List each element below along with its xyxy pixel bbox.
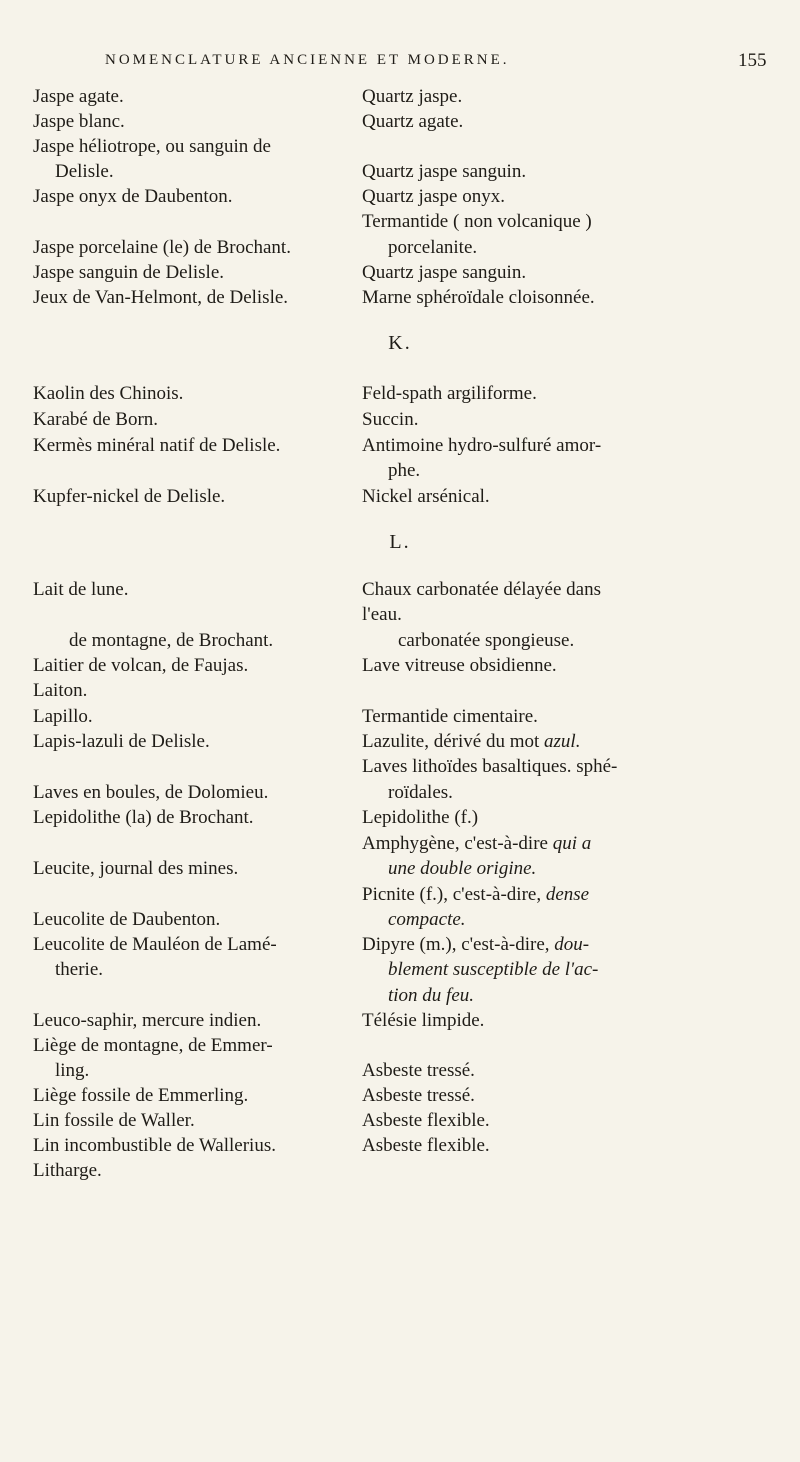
- old-term: Laves en boules, de Dolomieu.: [33, 782, 269, 803]
- modern-term-italic: dense: [545, 884, 590, 905]
- modern-term-italic: dou-: [554, 934, 590, 955]
- modern-term: [362, 858, 800, 879]
- modern-term: [362, 884, 782, 905]
- old-term: Jaspe agate.: [33, 86, 124, 107]
- modern-term-italic: tion du feu.: [388, 985, 475, 1006]
- modern-term: Asbeste tressé.: [362, 1060, 475, 1081]
- modern-term-italic: une double origine.: [388, 858, 537, 879]
- old-term: Litharge.: [33, 1160, 102, 1181]
- old-term: Leucolite de Mauléon de Lamé-: [33, 934, 277, 955]
- modern-term: Asbeste tressé.: [362, 1085, 475, 1106]
- modern-term: Asbeste flexible.: [362, 1135, 490, 1156]
- modern-term: [362, 833, 782, 854]
- modern-term: Termantide ( non volcanique ): [362, 211, 592, 232]
- old-term: Delisle.: [55, 161, 114, 182]
- old-term: Laitier de volcan, de Faujas.: [33, 655, 249, 676]
- modern-term: carbonatée spongieuse.: [398, 630, 575, 651]
- modern-term: Quartz jaspe sanguin.: [362, 161, 527, 182]
- old-term: Kupfer-nickel de Delisle.: [33, 486, 226, 507]
- modern-term: Quartz jaspe.: [362, 86, 463, 107]
- old-term: Leucite, journal des mines.: [33, 858, 239, 879]
- modern-term: Télésie limpide.: [362, 1010, 485, 1031]
- modern-term-text: Amphygène, c'est-à-dire: [362, 833, 548, 854]
- modern-term: Quartz jaspe sanguin.: [362, 262, 527, 283]
- modern-term: l'eau.: [362, 604, 402, 625]
- modern-term-italic: qui a: [552, 833, 592, 854]
- old-term: Jaspe porcelaine (le) de Brochant.: [33, 237, 291, 258]
- page-header: [0, 52, 800, 82]
- modern-term-italic: blement susceptible de l'ac-: [388, 959, 599, 980]
- modern-term: Laves lithoïdes basaltiques. sphé-: [362, 756, 618, 777]
- modern-term: Succin.: [362, 409, 419, 430]
- modern-term: Asbeste flexible.: [362, 1110, 490, 1131]
- modern-term: [362, 985, 800, 1006]
- old-term: Lapillo.: [33, 706, 93, 727]
- old-term: Jeux de Van-Helmont, de Delisle.: [33, 287, 289, 308]
- modern-term: Marne sphéroïdale cloisonnée.: [362, 287, 595, 308]
- letter-heading-k: K.: [388, 332, 412, 354]
- letter-heading-l: L.: [389, 531, 411, 553]
- modern-term: [362, 731, 782, 752]
- running-title: NOMENCLATURE ANCIENNE ET MODERNE.: [105, 52, 510, 68]
- modern-term-text: Dipyre (m.), c'est-à-dire,: [362, 934, 550, 955]
- modern-term-text: Lazulite, dérivé du mot: [362, 731, 540, 752]
- old-term: Jaspe blanc.: [33, 111, 125, 132]
- old-term: Kaolin des Chinois.: [33, 383, 184, 404]
- old-term: Lin fossile de Waller.: [33, 1110, 195, 1131]
- old-term: Liège de montagne, de Emmer-: [33, 1035, 273, 1056]
- modern-term: [362, 959, 800, 980]
- old-term: de montagne, de Brochant.: [69, 630, 274, 651]
- modern-term: Quartz agate.: [362, 111, 464, 132]
- old-term: Jaspe onyx de Daubenton.: [33, 186, 233, 207]
- modern-term-text: Picnite (f.), c'est-à-dire,: [362, 884, 542, 905]
- modern-term: roïdales.: [388, 782, 453, 803]
- modern-term: Chaux carbonatée délayée dans: [362, 579, 601, 600]
- modern-term: porcelanite.: [388, 237, 478, 258]
- old-term: ling.: [55, 1060, 90, 1081]
- old-term: Lait de lune.: [33, 579, 129, 600]
- modern-term: Termantide cimentaire.: [362, 706, 538, 727]
- old-term: Lin incombustible de Wallerius.: [33, 1135, 276, 1156]
- modern-term: [362, 934, 782, 955]
- old-term: Jaspe héliotrope, ou sanguin de: [33, 136, 271, 157]
- modern-term: [362, 909, 800, 930]
- modern-term: Lave vitreuse obsidienne.: [362, 655, 557, 676]
- old-term: Laiton.: [33, 680, 88, 701]
- old-term: Karabé de Born.: [33, 409, 159, 430]
- modern-term: phe.: [388, 460, 421, 481]
- old-term: Leucolite de Daubenton.: [33, 909, 221, 930]
- old-term: Lepidolithe (la) de Brochant.: [33, 807, 254, 828]
- modern-term: Quartz jaspe onyx.: [362, 186, 505, 207]
- modern-term: Nickel arsénical.: [362, 486, 490, 507]
- old-term: Leuco-saphir, mercure indien.: [33, 1010, 262, 1031]
- modern-term: Feld-spath argiliforme.: [362, 383, 537, 404]
- old-term: Liège fossile de Emmerling.: [33, 1085, 249, 1106]
- old-term: Lapis-lazuli de Delisle.: [33, 731, 210, 752]
- modern-term-italic: azul.: [544, 731, 581, 752]
- old-term: Jaspe sanguin de Delisle.: [33, 262, 225, 283]
- modern-term: Antimoine hydro-sulfuré amor-: [362, 435, 602, 456]
- page-number: 155: [738, 50, 767, 71]
- old-term: Kermès minéral natif de Delisle.: [33, 435, 281, 456]
- modern-term-italic: compacte.: [388, 909, 466, 930]
- old-term: therie.: [55, 959, 104, 980]
- modern-term: Lepidolithe (f.): [362, 807, 479, 828]
